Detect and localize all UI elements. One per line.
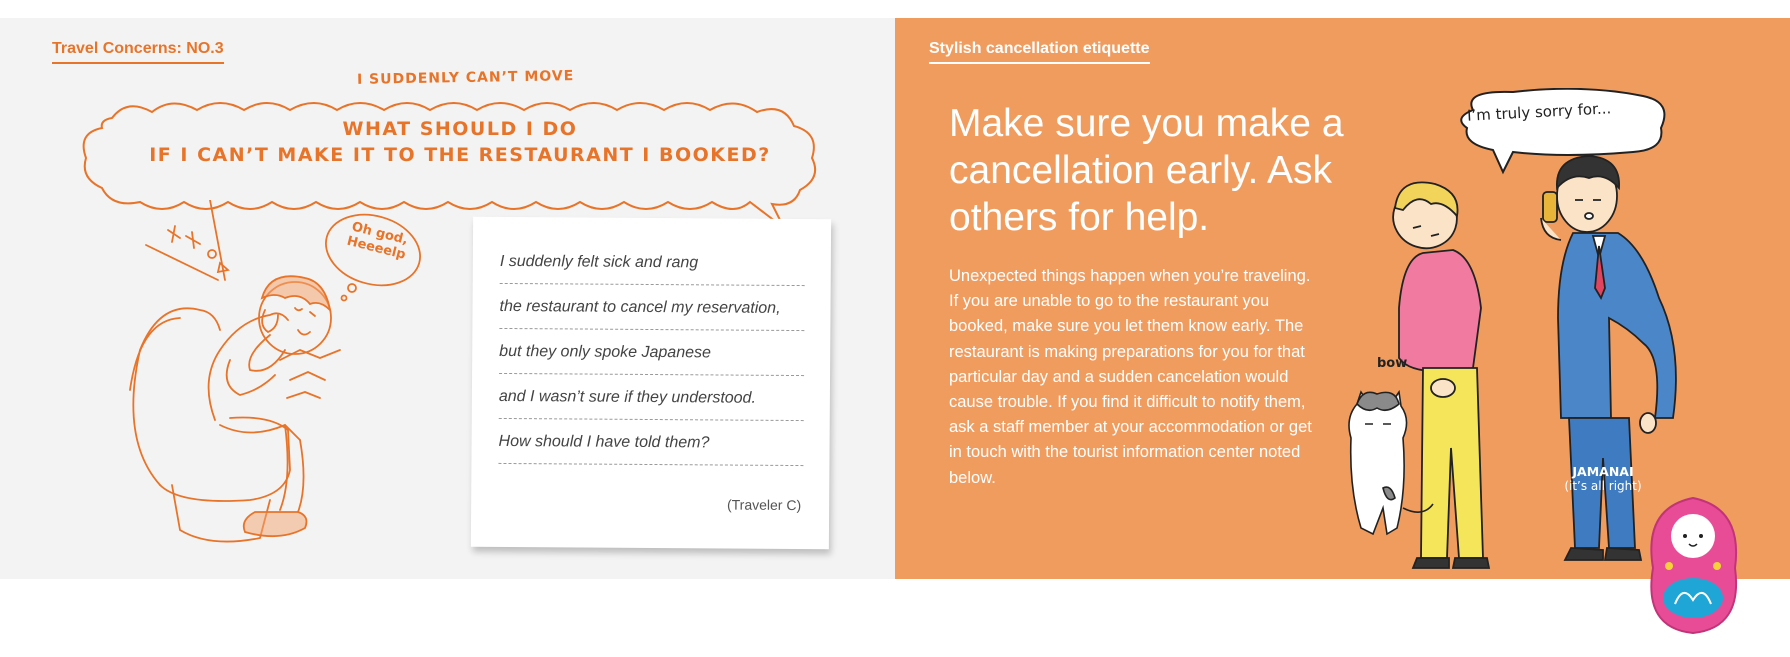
note-line: but they only spoke Japanese — [499, 329, 804, 376]
question-line-1: WHAT SHOULD I DO — [342, 118, 578, 140]
note-line: the restaurant to cancel my reservation, — [499, 284, 804, 331]
concern-tag: Travel Concerns: NO.3 — [52, 40, 224, 64]
concern-panel — [0, 18, 895, 579]
mascot-caption — [1553, 464, 1653, 494]
body-text: Unexpected things happen when you’re traveling. If you are unable to go to the restaurant you booked, make sure you let them know early. The restaurant is making preparations for you for that particular day and a sudden cancelation would cause trouble. If you find it difficult to notify them, ask a staff member at your accommodation or get in touch with the tourist information center noted below. — [949, 267, 1312, 487]
mascot-figure — [1651, 498, 1736, 633]
question-text — [90, 116, 830, 168]
etiquette-tag: Stylish cancellation etiquette — [929, 40, 1150, 64]
panel-pointer — [875, 290, 895, 322]
apology-illustration — [1343, 88, 1783, 648]
note-line: and I wasn’t sure if they understood. — [499, 374, 804, 421]
toilet-tank — [133, 308, 220, 485]
cat-figure — [1349, 392, 1433, 534]
mascot-name: JAMANAI — [1572, 464, 1634, 479]
exclamation-text: Oh god, Heeeelp — [345, 219, 410, 263]
traveler-note — [471, 217, 831, 549]
note-lines — [498, 239, 805, 466]
etiquette-panel — [895, 18, 1790, 579]
headline: Make sure you make a cancellation early. Ask others for help. — [949, 102, 1344, 239]
kicker-text: I SUDDENLY CAN’T MOVE — [356, 68, 575, 88]
speech-text: I’m truly sorry for... — [1466, 99, 1612, 125]
note-signature: (Traveler C) — [726, 496, 802, 514]
mascot-subtitle: (it’s all right) — [1564, 479, 1642, 493]
note-line: I suddenly felt sick and rang — [500, 239, 805, 286]
question-line-2: IF I CAN’T MAKE IT TO THE RESTAURANT I BOOKED? — [149, 144, 771, 166]
bow-label: bow — [1377, 356, 1408, 371]
note-line: How should I have told them? — [498, 419, 803, 466]
